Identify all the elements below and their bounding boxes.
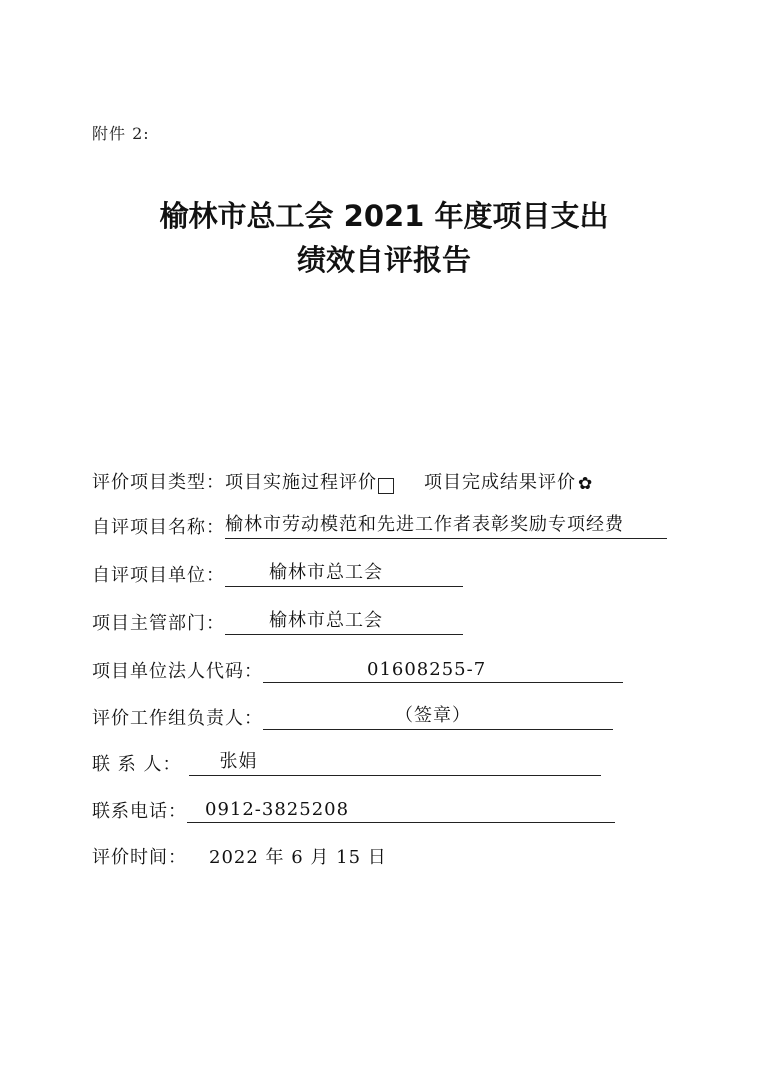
eval-type-label: 评价项目类型：: [92, 472, 225, 493]
contact-row: [92, 750, 601, 776]
project-unit-label: 自评项目单位：: [92, 565, 225, 586]
phone-label: 联系电话：: [92, 801, 187, 822]
selected-mark-icon: ✿: [578, 474, 594, 494]
contact-label: 联 系 人：: [92, 754, 182, 775]
report-title-line1: 榆林市总工会 2021 年度项目支出: [159, 199, 609, 233]
legal-code-label: 项目单位法人代码：: [92, 661, 263, 682]
project-unit-field: [225, 560, 463, 587]
eval-type-option1: 项目实施过程评价: [225, 472, 377, 493]
eval-type-row: [92, 468, 593, 494]
project-name-label: 自评项目名称：: [92, 517, 225, 538]
contact-field: [189, 749, 601, 776]
phone-value: 0912-3825208: [205, 799, 350, 820]
leader-field: [263, 703, 613, 730]
project-name-field: [225, 512, 667, 539]
eval-type-option2: 项目完成结果评价: [424, 472, 576, 493]
project-unit-row: [92, 561, 463, 587]
eval-time-value: 2022 年 6 月 15 日: [209, 847, 387, 868]
report-title-line2: 绩效自评报告: [296, 243, 471, 277]
supervisor-row: [92, 609, 463, 635]
legal-code-value: 01608255-7: [367, 659, 487, 680]
legal-code-field: [263, 656, 623, 683]
supervisor-label: 项目主管部门：: [92, 613, 225, 634]
legal-code-row: [92, 657, 623, 683]
leader-signature-value: （签章）: [395, 705, 471, 726]
supervisor-value: 榆林市总工会: [269, 610, 383, 631]
project-name-row: [92, 513, 667, 539]
attachment-label: 附件 2:: [92, 124, 150, 143]
project-unit-value: 榆林市总工会: [269, 562, 383, 583]
phone-field: [187, 796, 615, 823]
eval-time-row: [92, 843, 387, 869]
project-name-value: 榆林市劳动模范和先进工作者表彰奖励专项经费: [225, 514, 624, 535]
contact-value: 张娟: [219, 751, 258, 772]
leader-label: 评价工作组负责人：: [92, 708, 263, 729]
supervisor-field: [225, 608, 463, 635]
eval-time-label: 评价时间：: [92, 847, 187, 868]
checkbox-icon[interactable]: [378, 478, 394, 494]
phone-row: [92, 797, 615, 823]
leader-row: [92, 704, 613, 730]
